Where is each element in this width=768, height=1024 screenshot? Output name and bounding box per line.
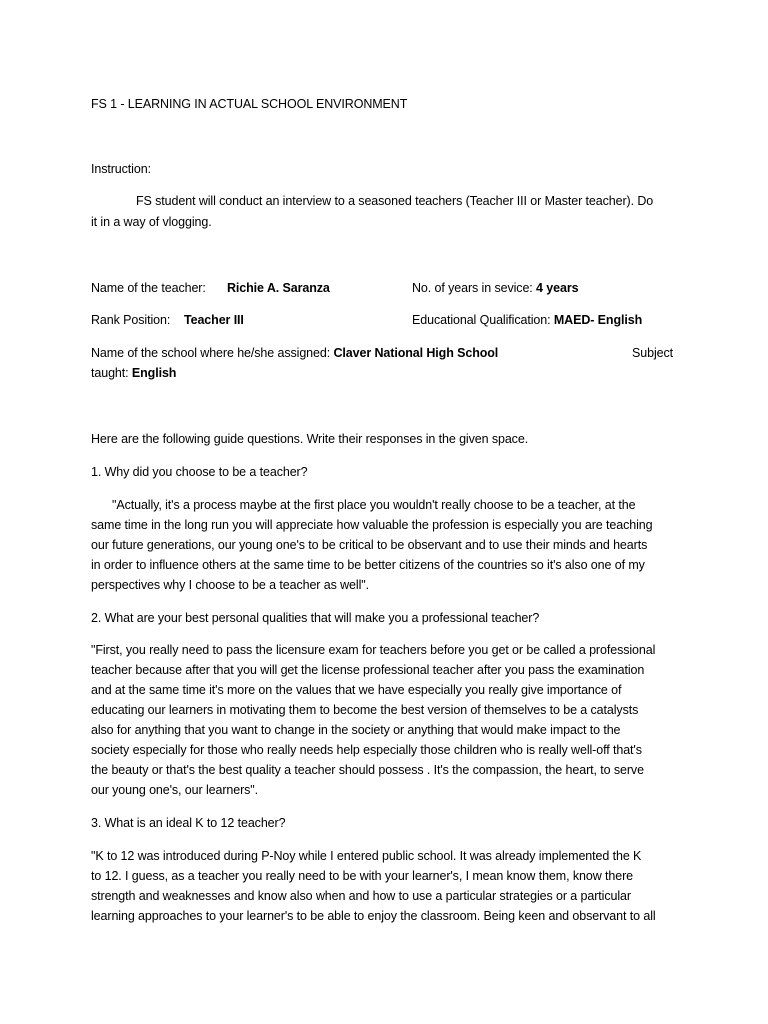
answer-3-line: learning approaches to your learner's to be able to enjoy the classroom. Being keen and observant to all: [91, 909, 656, 923]
answer-3-line: strength and weaknesses and know also when and how to use a particular strategies or a particular: [91, 889, 631, 903]
years-value: 4 years: [536, 281, 579, 295]
instruction-text-line-1: FS student will conduct an interview to a seasoned teachers (Teacher III or Master teacher). Do: [136, 194, 654, 208]
guide-intro: Here are the following guide questions. Write their responses in the given space.: [91, 432, 529, 446]
education-value: MAED- English: [553, 313, 643, 327]
school-row: [91, 345, 498, 361]
subject-label-line-1: Subject: [632, 346, 673, 360]
answer-2-line: teacher because after that you will get the license professional teacher after you pass the examination: [91, 663, 645, 677]
teacher-name-label: Name of the teacher:: [91, 281, 206, 295]
instruction-label: Instruction:: [91, 162, 151, 176]
question-3: 3. What is an ideal K to 12 teacher?: [91, 816, 286, 830]
answer-1-line: perspectives why I choose to be a teacher as well".: [91, 578, 369, 592]
answer-3-line: "K to 12 was introduced during P-Noy while I entered public school. It was already implemented the K: [91, 849, 642, 863]
answer-2-line: and at the same time it's more on the values that we have especially you really give importance of: [91, 683, 622, 697]
answer-3-line: to 12. I guess, as a teacher you really need to be with your learner's, I mean know them, know there: [91, 869, 633, 883]
answer-2-line: "First, you really need to pass the licensure exam for teachers before you get or be called a professional: [91, 643, 656, 657]
document-title: FS 1 - LEARNING IN ACTUAL SCHOOL ENVIRONMENT: [91, 97, 408, 111]
answer-1-line: our future generations, our young one's to be critical to be observant and to use their minds and hearts: [91, 538, 648, 552]
school-label: Name of the school where he/she assigned:: [91, 346, 331, 360]
rank-label: Rank Position:: [91, 313, 171, 327]
answer-2-line: the beauty or that's the best quality a teacher should possess . It's the compassion, the heart, to serve: [91, 763, 644, 777]
subject-row: [91, 365, 176, 381]
question-2: 2. What are your best personal qualities that will make you a professional teacher?: [91, 611, 540, 625]
subject-label-line-2: taught:: [91, 366, 129, 380]
answer-1-line: in order to influence others at the same time to be better citizens of the countries so it's also one of my: [91, 558, 645, 572]
answer-2-line: educating our learners in motivating them to become the best version of themselves to be a catalysts: [91, 703, 639, 717]
question-1: 1. Why did you choose to be a teacher?: [91, 465, 308, 479]
answer-2-line: our young one's, our learners".: [91, 783, 259, 797]
years-row: [412, 280, 578, 296]
answer-2-line: society especially for those who really needs help especially those children who is really well-off that's: [91, 743, 642, 757]
subject-value: English: [131, 366, 177, 380]
years-label: No. of years in sevice:: [412, 281, 533, 295]
answer-2-line: also for anything that you want to change in the society or anything that would make impact to the: [91, 723, 621, 737]
instruction-text-line-2: it in a way of vlogging.: [91, 215, 212, 229]
answer-1-line: same time in the long run you will appreciate how valuable the profession is especially you are teaching: [91, 518, 653, 532]
teacher-name-value: Richie A. Saranza: [227, 281, 330, 295]
rank-value: Teacher III: [184, 313, 244, 327]
education-row: [412, 312, 642, 328]
school-value: Claver National High School: [333, 346, 499, 360]
answer-1-line: "Actually, it's a process maybe at the first place you wouldn't really choose to be a teacher, at the: [112, 498, 636, 512]
teacher-name-row: [91, 280, 206, 296]
education-label: Educational Qualification:: [412, 313, 551, 327]
